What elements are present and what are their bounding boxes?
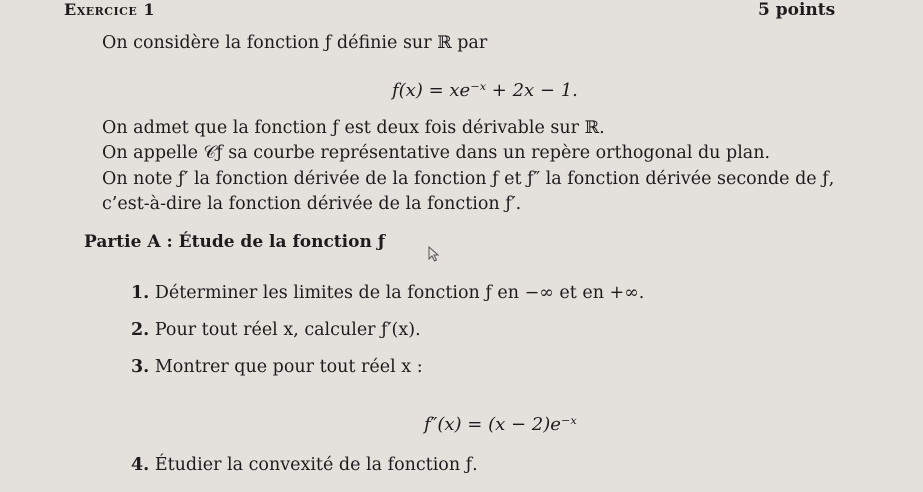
intro-line-1: On considère la fonction ƒ définie sur ℝ par xyxy=(102,33,488,53)
question-2 xyxy=(131,320,421,340)
second-derivative-equation: f″(x) = (x − 2)e⁻ˣ xyxy=(424,414,577,435)
question-number: 3. xyxy=(131,357,150,377)
exercise-title: Exercice 1 xyxy=(64,0,155,19)
intro-line-3: On appelle 𝒞ƒ sa courbe représentative dans un repère orthogonal du plan. xyxy=(102,143,771,163)
question-text: Pour tout réel x, calculer ƒ′(x). xyxy=(154,320,421,340)
intro-line-2: On admet que la fonction ƒ est deux fois dérivable sur ℝ. xyxy=(102,118,605,138)
mouse-cursor-icon xyxy=(428,246,442,266)
points-label: 5 points xyxy=(758,0,836,20)
question-text: Montrer que pour tout réel x : xyxy=(154,357,423,377)
part-a-title: Partie A : Étude de la fonction ƒ xyxy=(84,232,386,252)
question-number: 1. xyxy=(131,283,150,303)
question-3 xyxy=(131,357,423,377)
question-number: 4. xyxy=(131,455,150,475)
question-text: Étudier la convexité de la fonction ƒ. xyxy=(154,455,478,475)
question-1 xyxy=(131,283,644,303)
question-4 xyxy=(131,455,478,475)
intro-line-4: On note ƒ′ la fonction dérivée de la fonction ƒ et ƒ″ la fonction dérivée seconde de ƒ, xyxy=(102,169,835,189)
intro-line-5: c’est-à-dire la fonction dérivée de la fonction ƒ′. xyxy=(102,194,522,214)
function-equation: f(x) = xe⁻ˣ + 2x − 1. xyxy=(392,80,578,101)
question-text: Déterminer les limites de la fonction ƒ en −∞ et en +∞. xyxy=(154,283,645,303)
question-number: 2. xyxy=(131,320,150,340)
